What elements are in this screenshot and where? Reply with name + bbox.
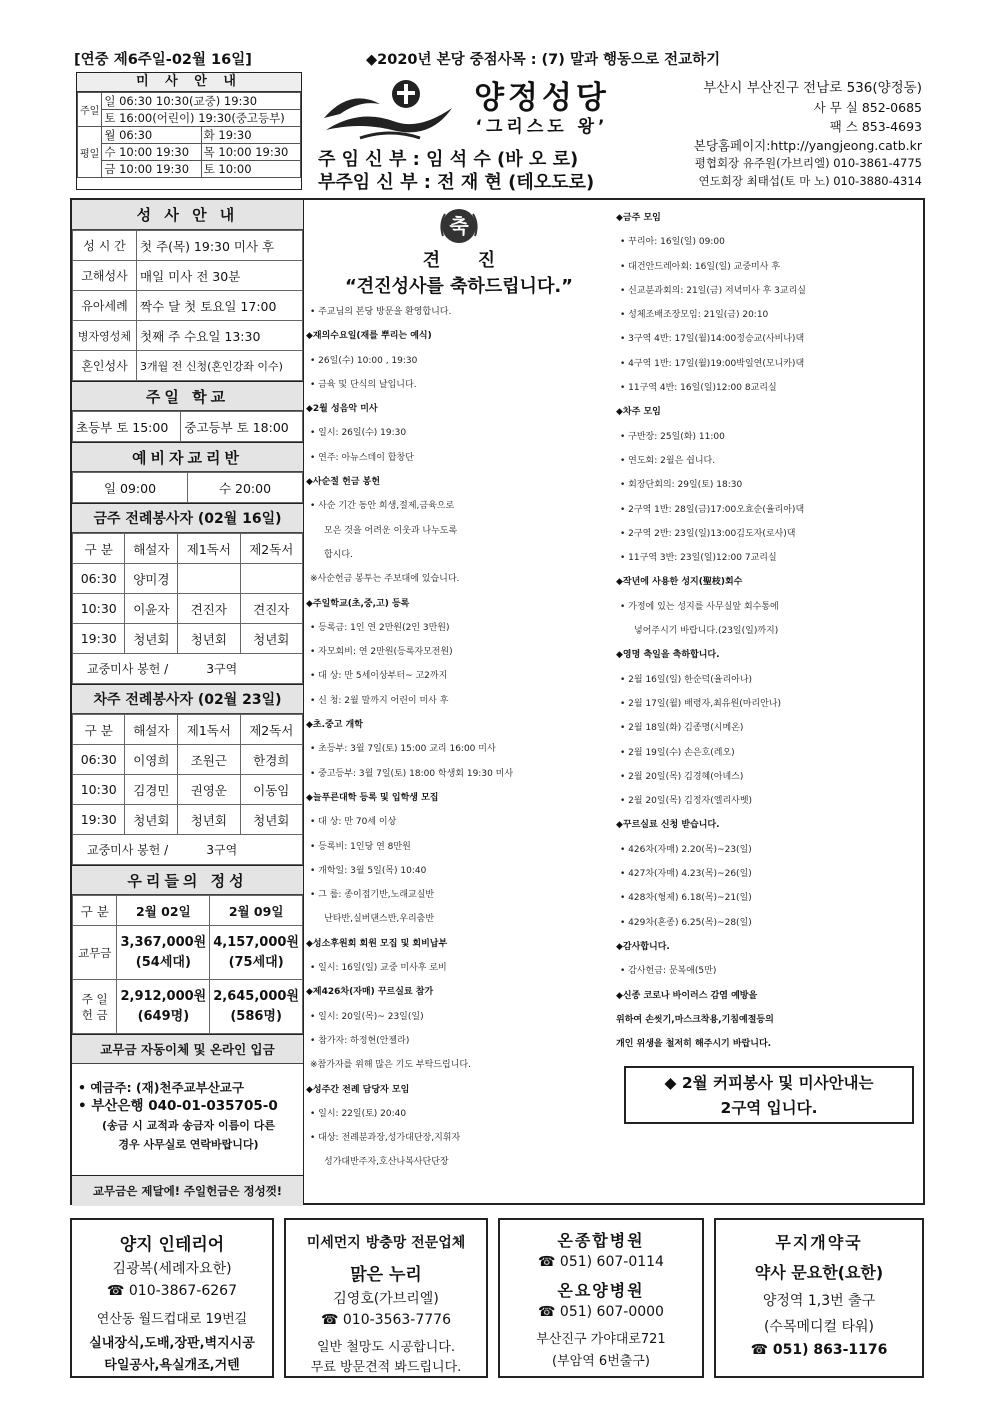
ad-pharmacy bbox=[714, 1218, 924, 1378]
offerings-count: (586명) bbox=[230, 1008, 282, 1024]
servers-header: 구 분 bbox=[73, 715, 125, 745]
notice-item: • 주교님의 본당 방문을 환영합니다. bbox=[310, 307, 452, 317]
sunday-school-cell: 초등부 토 15:00 bbox=[73, 412, 181, 442]
office-phone: 사 무 실 852-0685 bbox=[813, 100, 922, 115]
servers-cell: 10:30 bbox=[73, 775, 125, 805]
middle-column bbox=[306, 206, 612, 1175]
notice-item: • 11구역 4반: 16일(일)12:00 8교리실 bbox=[620, 383, 777, 394]
offerings-count: (75세대) bbox=[228, 954, 284, 970]
ad-title: 온종합병원 bbox=[557, 1231, 645, 1250]
servers-cell: 10:30 bbox=[73, 594, 125, 624]
notice-item: • 개학일: 3월 5일(목) 10:40 bbox=[310, 865, 427, 876]
mid-notice-list bbox=[306, 300, 612, 1175]
servers-header: 구 분 bbox=[73, 534, 125, 564]
notice-item: • 등록금: 1인 연 2만원(2인 3만원) bbox=[310, 622, 450, 633]
notice-item: • 감사헌금: 문복애(5만) bbox=[620, 966, 717, 977]
servers-cell: 한경희 bbox=[240, 745, 302, 775]
sacraments-title: 성 사 안 내 bbox=[72, 200, 303, 230]
ad-line: (부암역 6번출구) bbox=[552, 1354, 650, 1369]
mass-schedule-title: 미 사 안 내 bbox=[77, 73, 301, 92]
offerings-header: 구 분 bbox=[73, 896, 117, 926]
mass-cell: 목 10:00 19:30 bbox=[201, 144, 300, 161]
notice-heading: ◆성주간 전례 담당자 모임 bbox=[306, 1084, 410, 1095]
notice-item: • 일시: 16일(일) 교중 미사후 로비 bbox=[310, 963, 447, 974]
ad-screen bbox=[284, 1218, 488, 1378]
servers-header: 제1독서 bbox=[178, 715, 240, 745]
notice-item: • 가정에 있는 성지를 사무실앞 회수통에 bbox=[620, 601, 779, 612]
notice-heading: ◆사순절 헌금 봉헌 bbox=[306, 477, 381, 488]
sunday-school-cell: 중고등부 토 18:00 bbox=[181, 412, 303, 442]
notice-item: • 2월 20일(목) 김정자(엘리사벳) bbox=[620, 796, 753, 807]
notice-item: ※사순헌금 봉투는 주보대에 있습니다. bbox=[310, 574, 460, 585]
notice-item: • 대상: 전례분과장,성가대단장,지휘자 bbox=[310, 1133, 461, 1144]
notice-item: • 11구역 3반: 23일(일)12:00 7교리실 bbox=[620, 553, 777, 564]
sunday-label: 주일 bbox=[78, 93, 102, 127]
servers-header: 제2독서 bbox=[240, 534, 302, 564]
catechumen-cell: 수 20:00 bbox=[188, 473, 303, 503]
servers-cell: 19:30 bbox=[73, 805, 125, 835]
servers-this-week-table bbox=[72, 533, 303, 684]
offerings-amount: 2,912,000원 bbox=[120, 988, 207, 1004]
autopay-note: (송금 시 교적과 송금자 이름이 다른 bbox=[102, 1119, 275, 1132]
servers-cell: 청년회 bbox=[240, 624, 302, 654]
mass-cell: 월 06:30 bbox=[102, 127, 201, 144]
servers-next-week-title: 차주 전례봉사자 (02월 23일) bbox=[72, 684, 303, 714]
ad-title: 미세먼지 방충망 전문업체 bbox=[306, 1235, 466, 1251]
notice-item: • 426차(자매) 2.20(목)~23(일) bbox=[620, 844, 752, 855]
ad-interior bbox=[70, 1218, 274, 1378]
mass-cell: 화 19:30 bbox=[201, 127, 300, 144]
ad-line: ☎ 051) 863-1176 bbox=[750, 1342, 888, 1358]
notice-item: • 일시: 22일(토) 20:40 bbox=[310, 1108, 407, 1119]
sacrament-label: 고해성사 bbox=[73, 261, 137, 291]
homepage-link[interactable]: 본당홈페이지:http://yangjeong.catb.kr bbox=[693, 138, 922, 153]
notice-heading: ◆재의수요일(재를 뿌리는 예식) bbox=[306, 331, 432, 342]
sacraments-table bbox=[72, 230, 303, 381]
servers-cell: 19:30 bbox=[73, 624, 125, 654]
notice-item: 난타반,실버댄스반,우리춤반 bbox=[324, 914, 435, 925]
mass-cell: 토 10:00 bbox=[201, 161, 300, 178]
offerings-count: (54세대) bbox=[135, 954, 191, 970]
notice-item: • 대 상: 만 5세이상부터~ 고2까지 bbox=[310, 671, 448, 682]
autopay-holder: • 예금주: (재)천주교부산교구 bbox=[78, 1080, 244, 1095]
mid-subtitle: “견진성사를 축하드립니다.” bbox=[344, 276, 574, 297]
sacrament-value: 첫째 주 수요일 13:30 bbox=[137, 321, 303, 351]
servers-cell: 06:30 bbox=[73, 564, 125, 594]
notice-item: ※참가자를 위해 많은 기도 부탁드립니다. bbox=[310, 1060, 471, 1071]
coffee-notice bbox=[624, 1066, 914, 1124]
church-logo bbox=[320, 78, 456, 144]
ad-line: ☎ 051) 607-0114 bbox=[538, 1254, 664, 1270]
mass-row: 일 06:30 10:30(교중) 19:30 bbox=[102, 93, 301, 110]
notice-item: • 2월 17일(월) 배령자,최유원(마리안나) bbox=[620, 698, 781, 709]
sacrament-label: 병자영성체 bbox=[73, 321, 137, 351]
servers-cell: 이윤자 bbox=[125, 594, 178, 624]
ad-line: ☎ 010-3563-7776 bbox=[321, 1312, 451, 1328]
servers-cell bbox=[240, 564, 302, 594]
servers-cell: 청년회 bbox=[178, 805, 240, 835]
right-column bbox=[616, 206, 922, 1124]
celebration-badge bbox=[306, 206, 612, 246]
mass-cell: 수 10:00 19:30 bbox=[102, 144, 201, 161]
ad-line: 타일공사,욕실개조,거텐 bbox=[104, 1358, 240, 1373]
notice-heading: ◆초.중고 개학 bbox=[306, 720, 363, 731]
servers-header: 해설자 bbox=[125, 534, 178, 564]
ad-line: 부산진구 가야대로721 bbox=[536, 1332, 666, 1347]
notice-item: • 중고등부: 3월 7일(토) 18:00 학생회 19:30 미사 bbox=[310, 768, 514, 779]
notice-item: • 일시: 20일(목)~ 23일(일) bbox=[310, 1011, 424, 1022]
notice-item: • 427차(자매) 4.23(목)~26(일) bbox=[620, 869, 752, 880]
servers-cell: 견진자 bbox=[240, 594, 302, 624]
catechumen-title: 예비자교리반 bbox=[72, 442, 303, 472]
notice-heading: ◆2월 성음악 미사 bbox=[306, 404, 378, 415]
notice-heading: ◆감사합니다. bbox=[616, 941, 670, 952]
week-label: [연중 제6주일-02월 16일] bbox=[74, 52, 252, 68]
offerings-header: 2월 09일 bbox=[210, 896, 303, 926]
notice-item: • 대 상: 만 70세 이상 bbox=[310, 817, 397, 828]
sacrament-value: 매일 미사 전 30분 bbox=[137, 261, 303, 291]
notice-item: • 일시: 26일(수) 19:30 bbox=[310, 428, 407, 439]
coffee-notice-line: 2구역 입니다. bbox=[720, 1099, 818, 1118]
offerings-amount: 4,157,000원 bbox=[213, 934, 299, 950]
servers-cell: 이동임 bbox=[240, 775, 302, 805]
servers-cell: 조원근 bbox=[178, 745, 240, 775]
servers-header: 제1독서 bbox=[178, 534, 240, 564]
ad-line: 연산동 월드컵대로 19번길 bbox=[96, 1312, 248, 1327]
badge-text: 축 bbox=[449, 214, 469, 238]
notice-item: • 대건안드레아회: 16일(일) 교중미사 후 bbox=[620, 261, 780, 272]
assistant-pastor-line: 부주임 신 부 : 전 재 현 (테오도로) bbox=[318, 172, 595, 193]
notice-item: • 2월 20일(목) 김경혜(아녜스) bbox=[620, 771, 744, 782]
notice-item: • 연주: 아뉴스데이 합창단 bbox=[310, 452, 414, 463]
ad-line: 온요양병원 bbox=[557, 1281, 645, 1300]
notice-item: • 4구역 1반: 17일(월)19:00박일연(모니카)댁 bbox=[620, 358, 805, 369]
sunday-school-title: 주일 학교 bbox=[72, 381, 303, 411]
notice-item: 개인 위생을 철저히 해주시기 바랍니다. bbox=[616, 1039, 772, 1050]
ad-line: 일반 철망도 시공합니다. bbox=[317, 1340, 455, 1355]
notice-item: • 그 룹: 종이접기반,노래교실반 bbox=[310, 890, 435, 901]
notice-item: • 2구역 2반: 23일(일)13:00김도자(로사)댁 bbox=[620, 528, 796, 539]
ad-line: (수목메디컬 타워) bbox=[763, 1319, 875, 1335]
offerings-table bbox=[72, 895, 303, 1034]
church-name: 양정성당 bbox=[474, 80, 610, 116]
notice-item: • 등록비: 1인당 연 8만원 bbox=[310, 841, 411, 852]
sacrament-value: 3개월 전 신청(혼인강좌 이수) bbox=[137, 351, 303, 381]
notice-item: 넣어주시기 바랍니다.(23일(일)까지) bbox=[634, 626, 779, 637]
header-topline bbox=[74, 48, 922, 70]
notice-heading: ◆차주 모임 bbox=[616, 407, 661, 418]
mass-schedule-table bbox=[77, 92, 301, 178]
offerings-amount: 3,367,000원 bbox=[120, 934, 207, 950]
notice-heading: ◆늘푸른대학 등록 및 입학생 모집 bbox=[306, 792, 439, 803]
council-chair: 평협회장 유주원(가브리엘) 010-3861-4775 bbox=[694, 156, 922, 170]
ad-hospital bbox=[498, 1218, 704, 1378]
notice-heading: ◆제426차(자매) 꾸르실료 참가 bbox=[306, 987, 434, 998]
notice-item: • 428차(형제) 6.18(목)~21(일) bbox=[620, 893, 752, 904]
notice-item: • 자모회비: 연 2만원(등록자모전원) bbox=[310, 647, 453, 658]
notice-item: 모은 것을 어려운 이웃과 나누도록 bbox=[324, 525, 458, 536]
church-address: 부산시 부산진구 전남로 536(양정동) bbox=[703, 80, 922, 96]
sacrament-label: 혼인성사 bbox=[73, 351, 137, 381]
notice-item: • 사순 기간 동안 희생,절제,금육으로 bbox=[310, 501, 455, 512]
mid-title: 견 진 bbox=[422, 250, 496, 271]
offerings-label: 주 일 헌 금 bbox=[73, 980, 117, 1034]
notice-item: • 초등부: 3월 7일(토) 15:00 교리 16:00 미사 bbox=[310, 744, 496, 755]
notice-item: • 참가자: 하정현(안젤라) bbox=[310, 1035, 410, 1046]
notice-item: • 신 청: 2월 말까지 어린이 미사 후 bbox=[310, 695, 449, 706]
ad-line: 김영호(가브리엘) bbox=[333, 1291, 439, 1307]
autopay-account: • 부산은행 040-01-035705-0 bbox=[78, 1098, 278, 1114]
coffee-notice-line: ◆ 2월 커피봉사 및 미사안내는 bbox=[664, 1074, 874, 1093]
elder-chair: 연도회장 최태섭(토 마 노) 010-3880-4314 bbox=[698, 174, 922, 188]
mass-row: 토 16:00(어린이) 19:30(중고등부) bbox=[102, 110, 301, 127]
notice-item: • 회장단회의: 29일(토) 18:30 bbox=[620, 480, 743, 491]
notice-item: • 26일(수) 10:00 , 19:30 bbox=[310, 355, 418, 366]
sacrament-label: 유아세례 bbox=[73, 291, 137, 321]
offerings-header: 2월 02일 bbox=[117, 896, 210, 926]
catechumen-table bbox=[72, 472, 303, 503]
autopay-footer: 교무금은 제달에! 주일헌금은 정성껏! bbox=[72, 1176, 303, 1206]
left-column bbox=[72, 200, 304, 1203]
servers-cell bbox=[178, 564, 240, 594]
sunday-school-table bbox=[72, 411, 303, 442]
notice-item: 성가대반주자,호산나복사단단장 bbox=[324, 1157, 449, 1168]
servers-next-week-table bbox=[72, 714, 303, 865]
ad-line: 양정역 1,3번 출구 bbox=[762, 1293, 876, 1309]
servers-this-week-title: 금주 전례봉사자 (02월 16일) bbox=[72, 503, 303, 533]
servers-header: 제2독서 bbox=[240, 715, 302, 745]
ad-line: 실내장식,도배,장판,벽지시공 bbox=[89, 1336, 255, 1351]
ad-line: ☎ 010-3867-6267 bbox=[107, 1283, 237, 1299]
fax-number: 팩 스 853-4693 bbox=[829, 119, 922, 134]
notice-item: • 금육 및 단식의 날입니다. bbox=[310, 379, 417, 390]
mass-cell: 금 10:00 19:30 bbox=[102, 161, 201, 178]
servers-cell: 청년회 bbox=[125, 805, 178, 835]
notice-item: • 구반장: 25일(화) 11:00 bbox=[620, 431, 725, 442]
notice-heading: ◆주일학교(초,중,고) 등록 bbox=[306, 598, 410, 609]
servers-cell: 06:30 bbox=[73, 745, 125, 775]
notice-item: 위하여 손씻기,마스크착용,기침예절등의 bbox=[616, 1014, 774, 1025]
servers-cell: 견진자 bbox=[178, 594, 240, 624]
offerings-count: (649명) bbox=[137, 1008, 190, 1024]
offerings-label: 교무금 bbox=[73, 926, 117, 980]
ad-line: 맑은 누리 bbox=[350, 1265, 422, 1285]
sacrament-label: 성 시 간 bbox=[73, 231, 137, 261]
offerings-title: 우리들의 정성 bbox=[72, 865, 303, 895]
ad-line: 김광복(세례자요한) bbox=[112, 1261, 232, 1277]
notice-item: • 꾸리아: 16일(일) 09:00 bbox=[620, 237, 725, 248]
cross-wave-icon bbox=[320, 78, 456, 144]
notice-heading: ◆신종 코로나 바이러스 감염 예방을 bbox=[616, 990, 758, 1001]
servers-offering: 교중미사 봉헌 / 3구역 bbox=[73, 835, 303, 865]
ad-line: 무료 방문견적 봐드립니다. bbox=[310, 1360, 462, 1375]
notice-heading: ◆금주 모임 bbox=[616, 213, 661, 223]
autopay-title: 교무금 자동이체 및 온라인 입금 bbox=[72, 1034, 303, 1064]
pastor-line: 주 임 신 부 : 임 석 수 (바 오 로) bbox=[318, 149, 579, 170]
servers-cell: 양미경 bbox=[125, 564, 178, 594]
autopay-note: 경우 사무실로 연락바랍니다) bbox=[118, 1138, 259, 1151]
servers-cell: 청년회 bbox=[178, 624, 240, 654]
notice-heading: ◆작년에 사용한 성지(聖枝)회수 bbox=[616, 577, 743, 588]
servers-header: 해설자 bbox=[125, 715, 178, 745]
notice-heading: ◆꾸르실료 신청 받습니다. bbox=[616, 820, 720, 831]
right-notice-list bbox=[616, 206, 922, 1056]
notice-heading: ◆영명 축일을 축하합니다. bbox=[616, 650, 720, 661]
notice-item: • 성체조배조장모임: 21일(금) 20:10 bbox=[620, 310, 769, 321]
notice-item: • 2월 16일(일) 한순덕(율리아나) bbox=[620, 674, 753, 685]
wreath-badge-icon bbox=[437, 206, 481, 246]
sacrament-value: 짝수 달 첫 토요일 17:00 bbox=[137, 291, 303, 321]
weekday-label: 평일 bbox=[78, 127, 102, 178]
ad-title: 무지개약국 bbox=[775, 1233, 863, 1252]
notice-item: 합시다. bbox=[324, 549, 353, 560]
notice-item: • 2구역 1반: 28일(금)17:00오효순(율리아)댁 bbox=[620, 504, 805, 515]
servers-cell: 이영희 bbox=[125, 745, 178, 775]
autopay-info bbox=[72, 1064, 303, 1176]
notice-item: • 3구역 4반: 17일(월)14:00정승교(사비나)댁 bbox=[620, 334, 805, 345]
notice-heading: ◆성소후원회 회원 모집 및 회비납부 bbox=[306, 938, 448, 949]
servers-cell: 청년회 bbox=[125, 624, 178, 654]
notice-item: • 429차(혼종) 6.25(목)~28(일) bbox=[620, 917, 752, 928]
ad-title: 양지 인테리어 bbox=[119, 1235, 225, 1255]
church-subtitle: ‘그리스도 왕’ bbox=[475, 117, 609, 137]
motto-label: ◆2020년 본당 중점사목 : (7) 말과 행동으로 전교하기 bbox=[366, 52, 721, 68]
ad-line: ☎ 051) 607-0000 bbox=[538, 1304, 664, 1320]
servers-cell: 청년회 bbox=[240, 805, 302, 835]
mass-schedule bbox=[76, 72, 302, 190]
sacrament-value: 첫 주(목) 19:30 미사 후 bbox=[137, 231, 303, 261]
ad-line: 약사 문요한(요한) bbox=[754, 1263, 884, 1282]
offerings-amount: 2,645,000원 bbox=[213, 988, 299, 1004]
servers-offering: 교중미사 봉헌 / 3구역 bbox=[73, 654, 303, 684]
notice-item: • 연도회: 2월은 쉽니다. bbox=[620, 455, 716, 466]
notice-item: • 2월 19일(수) 손은호(레오) bbox=[620, 747, 735, 758]
servers-cell: 권영운 bbox=[178, 775, 240, 805]
servers-cell: 김경민 bbox=[125, 775, 178, 805]
notice-item: • 2월 18일(화) 김종명(시메온) bbox=[620, 723, 744, 734]
catechumen-cell: 일 09:00 bbox=[73, 473, 188, 503]
notice-item: • 신교분과회의: 21일(금) 저녁미사 후 3교리실 bbox=[620, 285, 806, 296]
